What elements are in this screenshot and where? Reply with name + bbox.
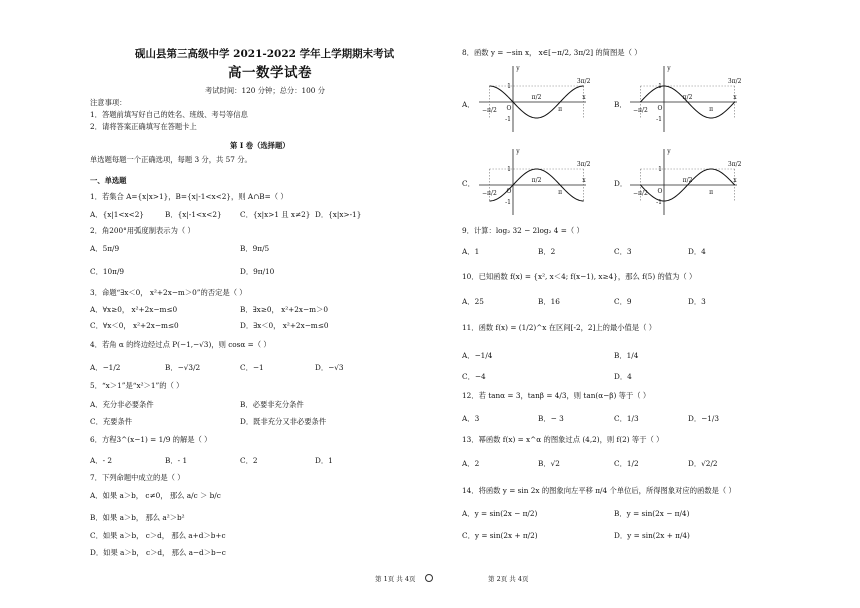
notes-title: 注意事项： <box>90 98 127 107</box>
option-b[interactable]: B．9π/5 <box>240 244 270 253</box>
graph-option-c <box>475 145 590 217</box>
graph-option-b <box>626 62 741 134</box>
page-footer-left: 第 1页 共 4页 <box>375 575 416 583</box>
graph-option-a <box>475 62 590 134</box>
option-c[interactable]: C． <box>462 179 475 188</box>
option-d[interactable]: D．1 <box>315 456 333 465</box>
option-a[interactable]: A．如果 a＞b， c≠0， 那么 a/c ＞ b/c <box>90 491 221 500</box>
option-b[interactable]: B．如果 a＞b， 那么 a²＞b² <box>90 513 185 522</box>
note-item: 1．答题前填写好自己的姓名、班级、考号等信息 <box>90 110 248 119</box>
tick-label: −π/2 <box>482 190 497 197</box>
option-c[interactable]: C．充要条件 <box>90 417 133 426</box>
tick-label: 3π/2 <box>576 78 590 85</box>
exam-info: 考试时间：120 分钟；总分：100 分 <box>205 86 326 95</box>
option-b[interactable]: B．y = sin(2x − π/4) <box>614 509 690 518</box>
volume-instruction: 单选题每题一个正确选项，每题 3 分，共 57 分。 <box>90 155 252 164</box>
option-c[interactable]: C．1/3 <box>614 414 639 423</box>
option-a[interactable]: A．2 <box>462 459 480 468</box>
tick-label: π/2 <box>531 94 542 101</box>
question-stem: 3．命题“∃x＜0， x²+2x−m＞0”的否定是（ ） <box>90 288 247 297</box>
y-axis-label: y <box>667 148 671 155</box>
graph-option-d <box>626 145 741 217</box>
option-c[interactable]: C．−4 <box>462 372 486 381</box>
tick-label: 1 <box>658 166 662 173</box>
question-stem: 12．若 tanα = 3，tanβ = 4/3，则 tan(α−β) 等于（ ） <box>462 391 651 400</box>
tick-label: 1 <box>507 83 511 90</box>
option-b[interactable]: B．16 <box>538 297 560 306</box>
option-a[interactable]: A．25 <box>462 297 484 306</box>
part-title: 一、单选题 <box>90 176 127 185</box>
question-stem: 13．幂函数 f(x) = x^α 的图象过点 (4,2)，则 f(2) 等于（ ） <box>462 435 664 444</box>
exam-paper-title: 高一数学试卷 <box>228 65 312 81</box>
x-axis-label: x <box>733 177 737 184</box>
volume-title: 第 I 卷（选择题） <box>230 141 290 150</box>
origin-label: O <box>506 188 512 195</box>
option-c[interactable]: C．如果 a＞b， c＞d， 那么 a+d＞b+c <box>90 531 226 540</box>
question-stem: 8．函数 y = −sin x， x∈[−π/2, 3π/2] 的简图是（ ） <box>462 48 642 57</box>
option-a[interactable]: A．充分非必要条件 <box>90 400 154 409</box>
option-b[interactable]: B．2 <box>538 247 556 256</box>
tick-label: -1 <box>505 199 511 206</box>
option-c[interactable]: C．2 <box>240 456 258 465</box>
option-d[interactable]: D．既非充分又非必要条件 <box>240 417 327 426</box>
option-a[interactable]: A．- 2 <box>90 456 112 465</box>
question-stem: 5．“x＞1”是“x²＞1”的（ ） <box>90 381 184 390</box>
option-c[interactable]: C．3 <box>614 247 632 256</box>
option-a[interactable]: A．5π/9 <box>90 244 120 253</box>
question-stem: 9．计算：log₂ 32 − 2log₂ 4 =（ ） <box>462 226 584 235</box>
origin-label: O <box>506 105 512 112</box>
option-d[interactable]: D．∃x＜0， x²+2x−m≤0 <box>240 321 329 330</box>
question-stem: 6．方程3^(x−1) = 1/9 的解是（ ） <box>90 435 212 444</box>
option-a[interactable]: A．y = sin(2x − π/2) <box>462 509 538 518</box>
exam-school-title: 砚山县第三高级中学 2021-2022 学年上学期期末考试 <box>135 48 395 60</box>
option-b[interactable]: B． <box>614 100 627 109</box>
tick-label: π <box>558 189 563 196</box>
option-a[interactable]: A．∀x≥0， x²+2x−m≤0 <box>90 305 178 314</box>
x-axis-label: x <box>582 94 586 101</box>
note-item: 2．请将答案正确填写在答题卡上 <box>90 122 197 131</box>
question-stem: 2．角200°用弧度制表示为（ ） <box>90 226 195 235</box>
y-axis-label: y <box>516 148 520 155</box>
origin-label: O <box>657 105 663 112</box>
right-page <box>430 0 860 608</box>
tick-label: −π/2 <box>633 190 648 197</box>
tick-label: 3π/2 <box>576 161 590 168</box>
option-a[interactable]: A．1 <box>462 247 480 256</box>
tick-label: π <box>709 106 714 113</box>
question-stem: 7．下列命题中成立的是（ ） <box>90 473 185 482</box>
option-d[interactable]: D．4 <box>688 247 706 256</box>
option-c[interactable]: C．∀x＜0， x²+2x−m≤0 <box>90 321 179 330</box>
tick-label: π <box>709 189 714 196</box>
tick-label: π/2 <box>531 177 542 184</box>
option-c[interactable]: C．−1 <box>240 363 264 372</box>
x-axis-label: x <box>733 94 737 101</box>
origin-label: O <box>657 188 663 195</box>
option-b[interactable]: B．∃x≥0， x²+2x−m＞0 <box>240 305 328 314</box>
option-d[interactable]: D．y = sin(2x + π/4) <box>614 531 690 540</box>
option-a[interactable]: A．−1/2 <box>90 363 121 372</box>
option-b[interactable]: B．− 3 <box>538 414 564 423</box>
question-stem: 11．函数 f(x) = (1/2)^x 在区间[-2，2]上的最小值是（ ） <box>462 323 657 332</box>
option-a[interactable]: A．−1/4 <box>462 351 493 360</box>
option-d[interactable]: D．{x|x>-1} <box>315 210 362 219</box>
y-axis-label: y <box>516 65 520 72</box>
option-c[interactable]: C．10π/9 <box>90 267 125 276</box>
tick-label: 3π/2 <box>727 78 741 85</box>
tick-label: π <box>558 106 563 113</box>
option-d[interactable]: D．−√3 <box>315 363 344 372</box>
tick-label: −π/2 <box>633 107 648 114</box>
option-a[interactable]: A． <box>462 100 475 109</box>
tick-label: 3π/2 <box>727 161 741 168</box>
question-stem: 4．若角 α 的终边经过点 P(−1,−√3)，则 cosα =（ ） <box>90 340 271 349</box>
option-b[interactable]: B．- 1 <box>165 456 188 465</box>
option-a[interactable]: A．3 <box>462 414 480 423</box>
question-stem: 10．已知函数 f(x) = {x², x＜4; f(x−1), x≥4}，那么 f(5) 的值为（ ） <box>462 272 697 281</box>
y-axis-label: y <box>667 65 671 72</box>
option-b[interactable]: B．√2 <box>538 459 560 468</box>
option-c[interactable]: C．9 <box>614 297 632 306</box>
option-b[interactable]: B．{x|-1<x<2} <box>165 210 222 219</box>
tick-label: -1 <box>505 116 511 123</box>
option-b[interactable]: B．必要非充分条件 <box>240 400 304 409</box>
option-c[interactable]: C．y = sin(2x + π/2) <box>462 531 538 540</box>
option-b[interactable]: B．−√3/2 <box>165 363 201 372</box>
tick-label: 1 <box>507 166 511 173</box>
x-axis-label: x <box>582 177 586 184</box>
tick-label: -1 <box>656 199 662 206</box>
tick-label: -1 <box>656 116 662 123</box>
tick-label: π/2 <box>682 177 693 184</box>
page-footer-right: 第 2页 共 4页 <box>488 575 529 583</box>
option-d[interactable]: D．√2/2 <box>688 459 718 468</box>
tick-label: −π/2 <box>482 107 497 114</box>
option-d[interactable]: D． <box>614 179 628 188</box>
option-a[interactable]: A．{x|1<x<2} <box>90 210 145 219</box>
option-d[interactable]: D．9π/10 <box>240 267 275 276</box>
option-c[interactable]: C．1/2 <box>614 459 639 468</box>
option-d[interactable]: D．4 <box>614 372 632 381</box>
option-c[interactable]: C．{x|x>1 且 x≠2} <box>240 210 311 219</box>
question-stem: 1．若集合 A={x|x>1}，B={x|-1<x<2}，则 A∩B=（ ） <box>90 192 288 201</box>
tick-label: 1 <box>658 83 662 90</box>
option-b[interactable]: B．1/4 <box>614 351 639 360</box>
question-stem: 14．将函数 y = sin 2x 的图象向左平移 π/4 个单位后，所得图象对应的函数是（ ） <box>462 486 736 495</box>
option-d[interactable]: D．如果 a＞b， c＞d， 那么 a−d＞b−c <box>90 548 226 557</box>
option-d[interactable]: D．−1/3 <box>688 414 720 423</box>
option-d[interactable]: D．3 <box>688 297 706 306</box>
tick-label: π/2 <box>682 94 693 101</box>
